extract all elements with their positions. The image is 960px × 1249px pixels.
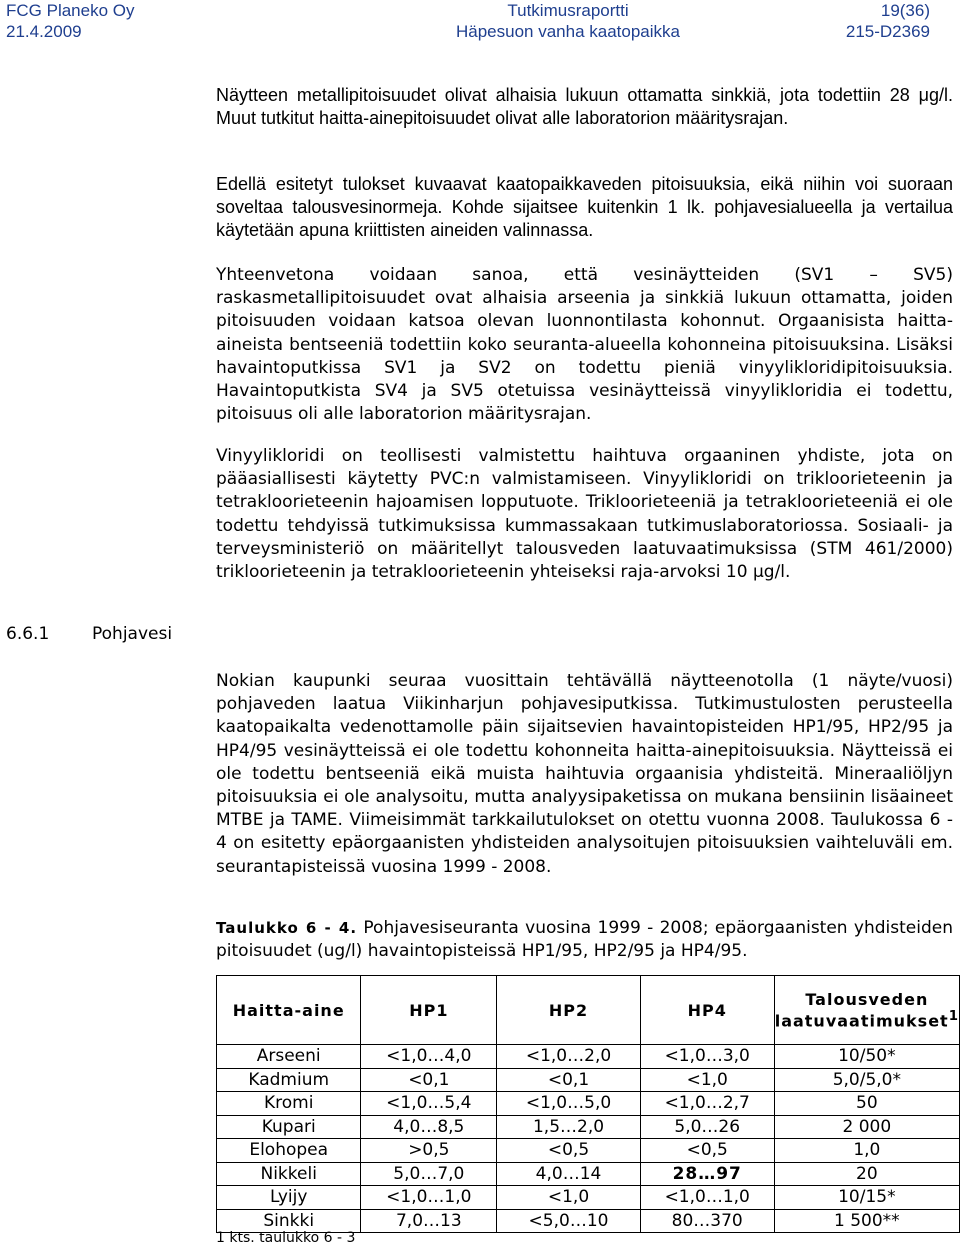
column-header-limits <box>774 976 959 1045</box>
table-cell: <1,0…2,0 <box>497 1045 641 1069</box>
table-cell: 4,0…14 <box>497 1162 641 1186</box>
paragraph-drinking-water-norms: Edellä esitetyt tulokset kuvaavat kaatopaikkaveden pitoisuuksia, eikä niihin voi suoraan soveltaa talousvesinormeja. Kohde sijaitsee kuitenkin 1 lk. pohjavesialueella ja vertailua käytetään apuna kriittisten aineiden valinnassa. <box>216 174 953 241</box>
table-footnote: 1 kts. taulukko 6 - 3 <box>216 1230 356 1246</box>
paragraph-summary: Yhteenvetona voidaan sanoa, että vesinäytteiden (SV1 – SV5) raskasmetallipitoisuudet ovat alhaisia arseenia ja sinkkiä lukuun ottamatta, joiden pitoisuuden voidaan katsoa olevan luonnontilasta kohonnut. Orgaanisista haitta-aineista bentseeniä todettiin koko seuranta-alueella kohonneina pitoisuuksina. Lisäksi havaintoputkissa SV1 ja SV2 on todettu pieniä vinyylikloridipitoisuuksia. Havaintoputkista SV4 ja SV5 otetuissa vesinäytteissä vinyylikloridia ei todettu, pitoisuus oli alle laboratorion määritysrajan. <box>216 265 953 425</box>
table-cell-highlighted: 28…97 <box>640 1162 774 1186</box>
table-header-row <box>217 976 960 1045</box>
table-cell: 7,0…13 <box>361 1209 497 1233</box>
table-cell: Kadmium <box>217 1068 361 1092</box>
table-cell: <0,5 <box>497 1139 641 1163</box>
column-header: HP4 <box>640 976 774 1045</box>
report-date: 21.4.2009 <box>6 22 82 41</box>
table-cell: Elohopea <box>217 1139 361 1163</box>
column-header: HP1 <box>361 976 497 1045</box>
column-header: Haitta-aine <box>217 976 361 1045</box>
table-cell: Sinkki <box>217 1209 361 1233</box>
paragraph-groundwater-monitoring: Nokian kaupunki seuraa vuosittain tehtävällä näytteenotolla (1 näyte/vuosi) pohjaveden laatua Viikinharjun pohjavesiputkissa. Tutkimustulosten perusteella kaatopaikalta vedenottamolle päin sijaitsevien havaintopisteiden HP1/95, HP2/95 ja HP4/95 vesinäytteissä ei ole todettu kohonneita haitta-ainepitoisuuksia. Näytteissä ei ole todettu bentseeniä eikä muista haihtuvia orgaanisia yhdisteitä. Mineraaliöljyn pitoisuuksia ei ole analysoitu, mutta analyysipaketissa on mukana bensiinin lisäaineet MTBE ja TAME. Viimeisimmät tarkkailutulokset on otettu vuonna 2008. Taulukossa 6 - 4 on esitetty epäorgaanisten yhdisteiden analysoitujen pitoisuuksien vaihteluväli em. seurantapisteissä vuosina 1999 - 2008. <box>216 671 953 877</box>
table-row <box>217 1162 960 1186</box>
paragraph-metals: Näytteen metallipitoisuudet olivat alhaisia lukuun ottamatta sinkkiä, jota todettiin 28 μg/l. Muut tutkitut haitta-ainepitoisuudet olivat alle laboratorion määritysrajan. <box>216 85 953 129</box>
table-cell: <0,1 <box>361 1068 497 1092</box>
table-cell: <1,0…2,7 <box>640 1092 774 1116</box>
table-caption <box>216 917 953 963</box>
table-cell: <0,1 <box>497 1068 641 1092</box>
table-cell: <1,0…1,0 <box>361 1186 497 1210</box>
table-cell: 5,0…26 <box>640 1115 774 1139</box>
table-cell: Arseeni <box>217 1045 361 1069</box>
table-cell: Kromi <box>217 1092 361 1116</box>
table-cell: 5,0/5,0* <box>774 1068 959 1092</box>
paragraph-vinyl-chloride: Vinyylikloridi on teollisesti valmistettu haihtuva orgaaninen yhdiste, jota on pääasiallisesti käytetty PVC:n valmistamiseen. Vinyylikloridi on trikloorieteenin ja tetrakloorieteenin hajoamisen lopputuote. Trikloorieteeniä ja tetrakloorieteeniä ei ole todettu tehdyissä tutkimuksissa kummassakaan tutkimuslaboratoriossa. Sosiaali- ja terveysministeriö on määritellyt talousveden laatuvaatimuksissa (STM 461/2000) trikloorieteenin ja tetrakloorieteenin yhteiseksi raja-arvoksi 10 μg/l. <box>216 446 953 583</box>
section-title: Pohjavesi <box>92 624 173 644</box>
table-cell: <1,0 <box>497 1186 641 1210</box>
site-name: Häpesuon vanha kaatopaikka <box>456 22 680 41</box>
table-cell: <1,0…1,0 <box>640 1186 774 1210</box>
table-row <box>217 1068 960 1092</box>
table-row <box>217 1186 960 1210</box>
table-cell: <1,0…3,0 <box>640 1045 774 1069</box>
table-cell: <1,0…5,0 <box>497 1092 641 1116</box>
project-code: 215-D2369 <box>845 22 930 41</box>
column-header-label: Talousveden laatuvaatimukset <box>774 989 949 1031</box>
table-cell: 10/50* <box>774 1045 959 1069</box>
table-row <box>217 1115 960 1139</box>
table-cell: 4,0…8,5 <box>361 1115 497 1139</box>
table-cell: 10/15* <box>774 1186 959 1210</box>
column-header: HP2 <box>497 976 641 1045</box>
company-name: FCG Planeko Oy <box>6 1 135 20</box>
table-cell: >0,5 <box>361 1139 497 1163</box>
table-row <box>217 1045 960 1069</box>
table-cell: <1,0…5,4 <box>361 1092 497 1116</box>
table-row <box>217 1092 960 1116</box>
footnote-marker: 1 <box>948 1008 959 1024</box>
table-row <box>217 1139 960 1163</box>
table-cell: 1,5…2,0 <box>497 1115 641 1139</box>
table-cell: 1 500** <box>774 1209 959 1233</box>
table-row <box>217 1209 960 1233</box>
table-cell: 1,0 <box>774 1139 959 1163</box>
table-cell: <5,0…10 <box>497 1209 641 1233</box>
table-cell: 5,0…7,0 <box>361 1162 497 1186</box>
table-cell: <1,0…4,0 <box>361 1045 497 1069</box>
table-cell: 50 <box>774 1092 959 1116</box>
table-cell: 2 000 <box>774 1115 959 1139</box>
table-cell: Nikkeli <box>217 1162 361 1186</box>
document-type: Tutkimusraportti <box>507 1 629 20</box>
page-header <box>0 0 960 44</box>
table-cell: 20 <box>774 1162 959 1186</box>
table-caption-label: Taulukko 6 - 4. <box>216 919 358 937</box>
table-cell: Lyijy <box>217 1186 361 1210</box>
page-number: 19(36) <box>880 1 930 20</box>
table-cell: 80…370 <box>640 1209 774 1233</box>
groundwater-table <box>216 975 960 1233</box>
table-caption-text: Pohjavesiseuranta vuosina 1999 - 2008; epäorgaanisten yhdisteiden pitoisuudet (ug/l) havaintopisteissä HP1/95, HP2/95 ja HP4/95. <box>216 918 953 961</box>
section-number: 6.6.1 <box>6 624 50 644</box>
section-heading <box>6 624 172 644</box>
table-cell: <0,5 <box>640 1139 774 1163</box>
table-cell: Kupari <box>217 1115 361 1139</box>
table-cell: <1,0 <box>640 1068 774 1092</box>
